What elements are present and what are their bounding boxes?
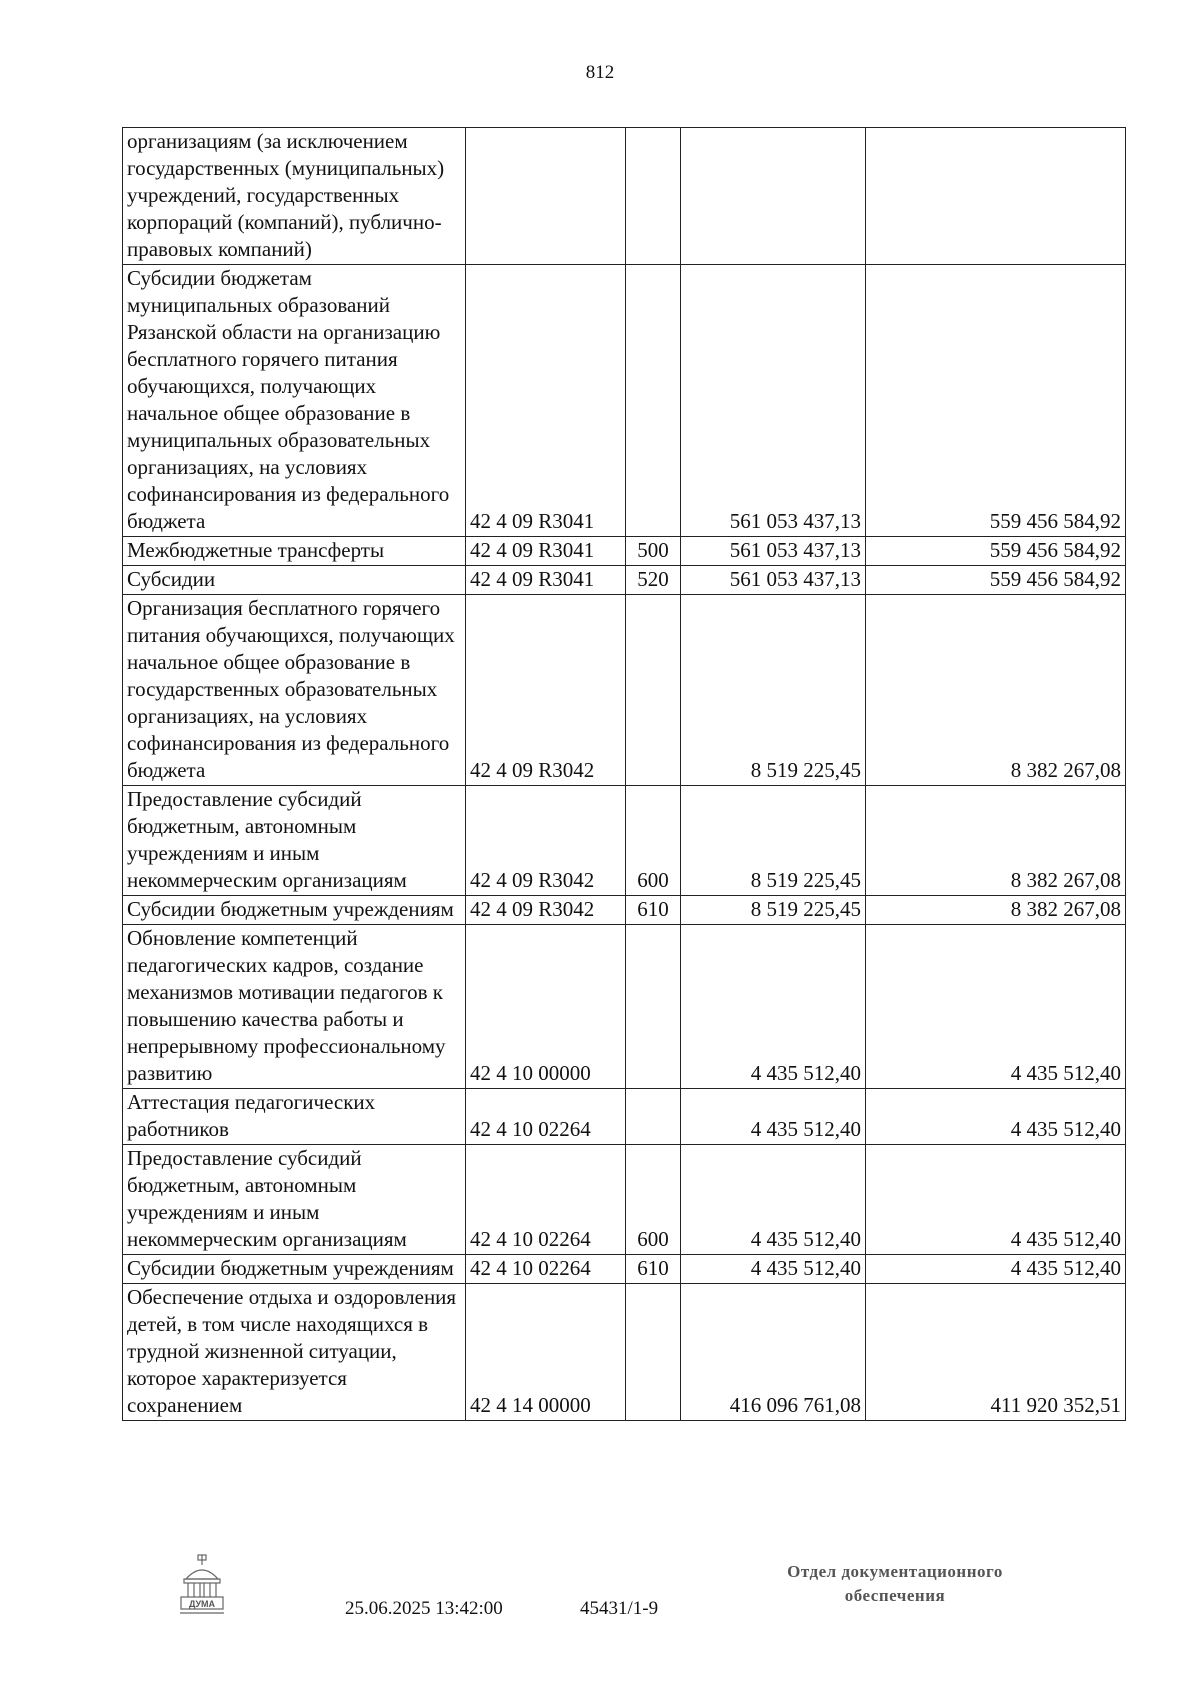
row-code: 42 4 09 R3041 <box>466 566 626 595</box>
row-code: 42 4 09 R3042 <box>466 786 626 896</box>
row-sum-2: 411 920 352,51 <box>866 1284 1126 1421</box>
row-code: 42 4 09 R3041 <box>466 265 626 537</box>
page-number: 812 <box>585 62 615 83</box>
row-code: 42 4 10 02264 <box>466 1255 626 1284</box>
row-sum-2: 8 382 267,08 <box>866 896 1126 925</box>
row-sum-2: 4 435 512,40 <box>866 1145 1126 1255</box>
row-code: 42 4 09 R3042 <box>466 896 626 925</box>
svg-text:ДУМА: ДУМА <box>188 1599 216 1609</box>
row-sum-1: 561 053 437,13 <box>681 537 866 566</box>
row-sum-1: 8 519 225,45 <box>681 896 866 925</box>
row-vr <box>626 925 681 1089</box>
row-code: 42 4 10 02264 <box>466 1145 626 1255</box>
table-row <box>123 896 1126 925</box>
row-name: Обеспечение отдыха и оздоровления детей, в том числе находящихся в трудной жизненной ситуации, которое характеризуется сохранением <box>123 1284 466 1421</box>
row-sum-1 <box>681 128 866 265</box>
table-row <box>123 1255 1126 1284</box>
row-vr: 600 <box>626 1145 681 1255</box>
table-row <box>123 537 1126 566</box>
stamp-line-2: обеспечения <box>844 1586 946 1605</box>
row-vr: 600 <box>626 786 681 896</box>
row-name: Аттестация педагогических работников <box>123 1089 466 1145</box>
footer-datetime: 25.06.2025 13:42:00 <box>345 1598 503 1619</box>
row-name: Субсидии бюджетным учреждениям <box>123 1255 466 1284</box>
row-code: 42 4 09 R3041 <box>466 537 626 566</box>
row-sum-2: 4 435 512,40 <box>866 925 1126 1089</box>
row-sum-1: 4 435 512,40 <box>681 925 866 1089</box>
table-row <box>123 595 1126 786</box>
row-name: Субсидии бюджетным учреждениям <box>123 896 466 925</box>
row-vr <box>626 595 681 786</box>
row-vr <box>626 265 681 537</box>
row-name: Предоставление субсидий бюджетным, автономным учреждениям и иным некоммерческим организациям <box>123 1145 466 1255</box>
row-name: Обновление компетенций педагогических кадров, создание механизмов мотивации педагогов к повышению качества работы и непрерывному профессиональному развитию <box>123 925 466 1089</box>
row-code: 42 4 14 00000 <box>466 1284 626 1421</box>
row-sum-2: 8 382 267,08 <box>866 595 1126 786</box>
row-vr: 610 <box>626 896 681 925</box>
row-name: Субсидии бюджетам муниципальных образований Рязанской области на организацию бесплатного горячего питания обучающихся, получающих начальное общее образование в муниципальных образовательных организациях, на условиях софинансирования из федерального бюджета <box>123 265 466 537</box>
row-sum-1: 561 053 437,13 <box>681 566 866 595</box>
row-sum-1: 8 519 225,45 <box>681 595 866 786</box>
row-sum-2: 559 456 584,92 <box>866 566 1126 595</box>
row-sum-1: 8 519 225,45 <box>681 786 866 896</box>
stamp-line-1: Отдел документационного <box>787 1562 1003 1581</box>
row-sum-1: 4 435 512,40 <box>681 1145 866 1255</box>
row-code: 42 4 10 02264 <box>466 1089 626 1145</box>
row-sum-1: 561 053 437,13 <box>681 265 866 537</box>
row-code: 42 4 09 R3042 <box>466 595 626 786</box>
row-sum-2: 4 435 512,40 <box>866 1089 1126 1145</box>
row-name: Субсидии <box>123 566 466 595</box>
table-row <box>123 1145 1126 1255</box>
table-row <box>123 265 1126 537</box>
row-vr <box>626 1089 681 1145</box>
footer-reg-number: 45431/1-9 <box>580 1598 659 1619</box>
row-name: организациям (за исключением государственных (муниципальных) учреждений, государственных корпораций (компаний), публично-правовых компаний) <box>123 128 466 265</box>
row-sum-2: 8 382 267,08 <box>866 786 1126 896</box>
row-sum-2 <box>866 128 1126 265</box>
row-code <box>466 128 626 265</box>
table-row <box>123 128 1126 265</box>
table-row <box>123 1089 1126 1145</box>
row-code: 42 4 10 00000 <box>466 925 626 1089</box>
row-name: Межбюджетные трансферты <box>123 537 466 566</box>
department-stamp <box>745 1560 1045 1608</box>
row-sum-1: 4 435 512,40 <box>681 1089 866 1145</box>
row-name: Предоставление субсидий бюджетным, автономным учреждениям и иным некоммерческим организациям <box>123 786 466 896</box>
table-row <box>123 1284 1126 1421</box>
row-vr <box>626 128 681 265</box>
budget-table <box>122 127 1126 1421</box>
duma-logo <box>178 1553 226 1619</box>
row-vr: 520 <box>626 566 681 595</box>
row-vr: 500 <box>626 537 681 566</box>
row-vr: 610 <box>626 1255 681 1284</box>
row-sum-2: 559 456 584,92 <box>866 537 1126 566</box>
table-row <box>123 786 1126 896</box>
row-sum-1: 4 435 512,40 <box>681 1255 866 1284</box>
table-row <box>123 566 1126 595</box>
row-sum-2: 4 435 512,40 <box>866 1255 1126 1284</box>
table-row <box>123 925 1126 1089</box>
row-name: Организация бесплатного горячего питания обучающихся, получающих начальное общее образование в государственных образовательных организациях, на условиях софинансирования из федерального бюджета <box>123 595 466 786</box>
row-sum-1: 416 096 761,08 <box>681 1284 866 1421</box>
row-sum-2: 559 456 584,92 <box>866 265 1126 537</box>
row-vr <box>626 1284 681 1421</box>
